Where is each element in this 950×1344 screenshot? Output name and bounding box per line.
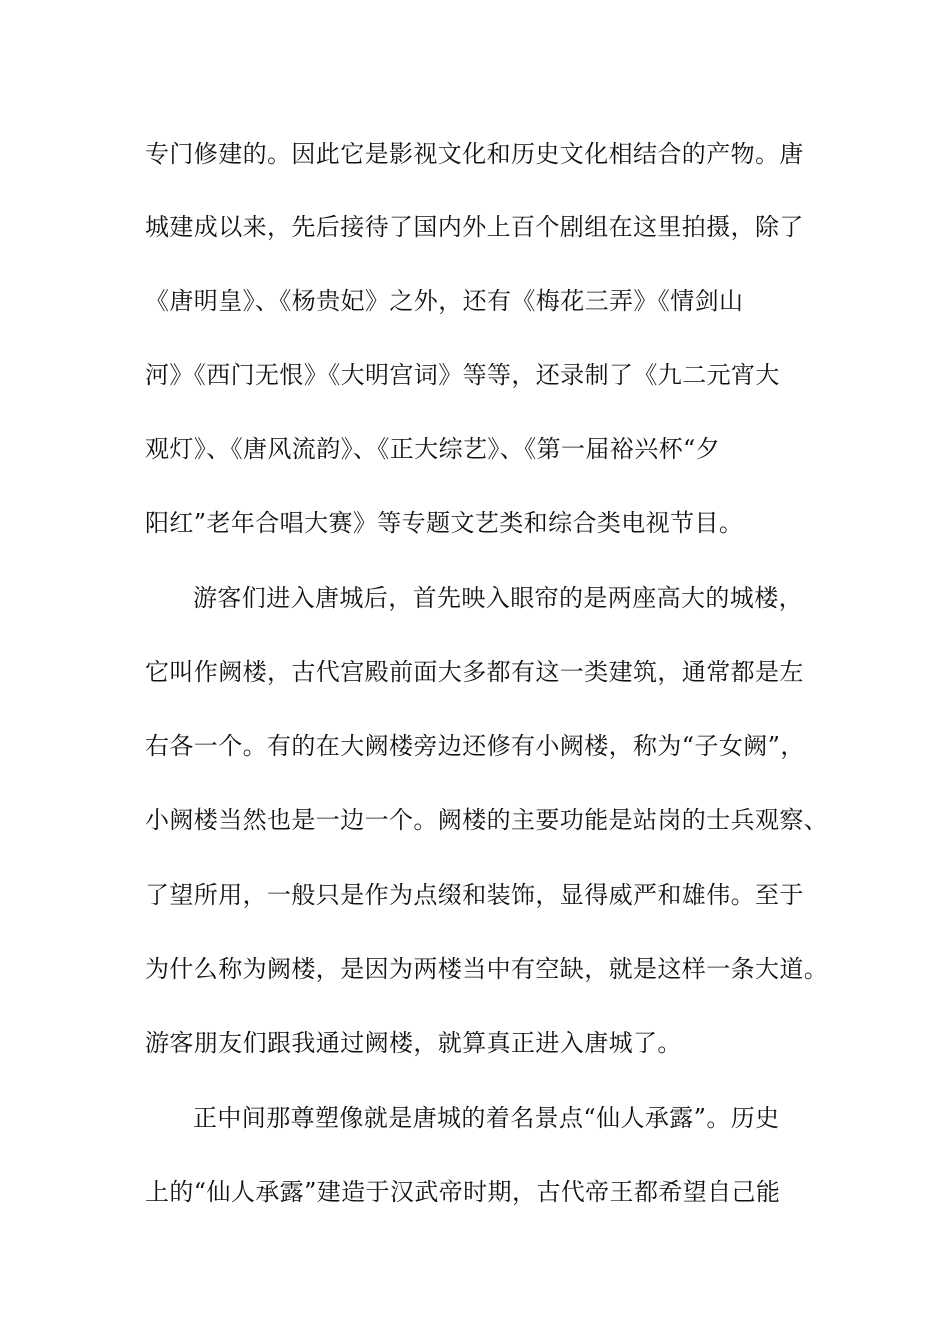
text-line: 为什么称为阙楼，是因为两楼当中有空缺，就是这样一条大道。 bbox=[145, 955, 829, 983]
paragraph-first-line: 正中间那尊塑像就是唐城的着名景点“仙人承露”。历史 bbox=[193, 1104, 780, 1132]
paragraph-first-line: 游客们进入唐城后，首先映入眼帘的是两座高大的城楼， bbox=[193, 584, 803, 612]
text-line: 河》《西门无恨》《大明宫词》等等，还录制了《九二元宵大 bbox=[145, 361, 780, 389]
text-line: 观灯》、《唐风流韵》、《正大综艺》、《第一届裕兴杯“夕 bbox=[145, 435, 721, 463]
text-line: 了望所用，一般只是作为点缀和装饰，显得威严和雄伟。至于 bbox=[145, 881, 804, 909]
text-line: 《唐明皇》、《杨贵妃》之外，还有《梅花三弄》《情剑山 bbox=[145, 287, 744, 315]
text-line: 城建成以来，先后接待了国内外上百个剧组在这里拍摄，除了 bbox=[145, 213, 804, 241]
text-line: 专门修建的。因此它是影视文化和历史文化相结合的产物。唐 bbox=[145, 140, 804, 168]
text-line: 上的“仙人承露”建造于汉武帝时期，古代帝王都希望自己能 bbox=[145, 1178, 781, 1206]
text-line: 右各一个。有的在大阙楼旁边还修有小阙楼，称为“子女阙”， bbox=[145, 732, 805, 760]
text-line: 小阙楼当然也是一边一个。阙楼的主要功能是站岗的士兵观察、 bbox=[145, 806, 829, 834]
text-line: 阳红”老年合唱大赛》等专题文艺类和综合类电视节目。 bbox=[145, 509, 744, 537]
text-line: 游客朋友们跟我通过阙楼，就算真正进入唐城了。 bbox=[145, 1029, 682, 1057]
text-line: 它叫作阙楼，古代宫殿前面大多都有这一类建筑，通常都是左 bbox=[145, 658, 804, 686]
